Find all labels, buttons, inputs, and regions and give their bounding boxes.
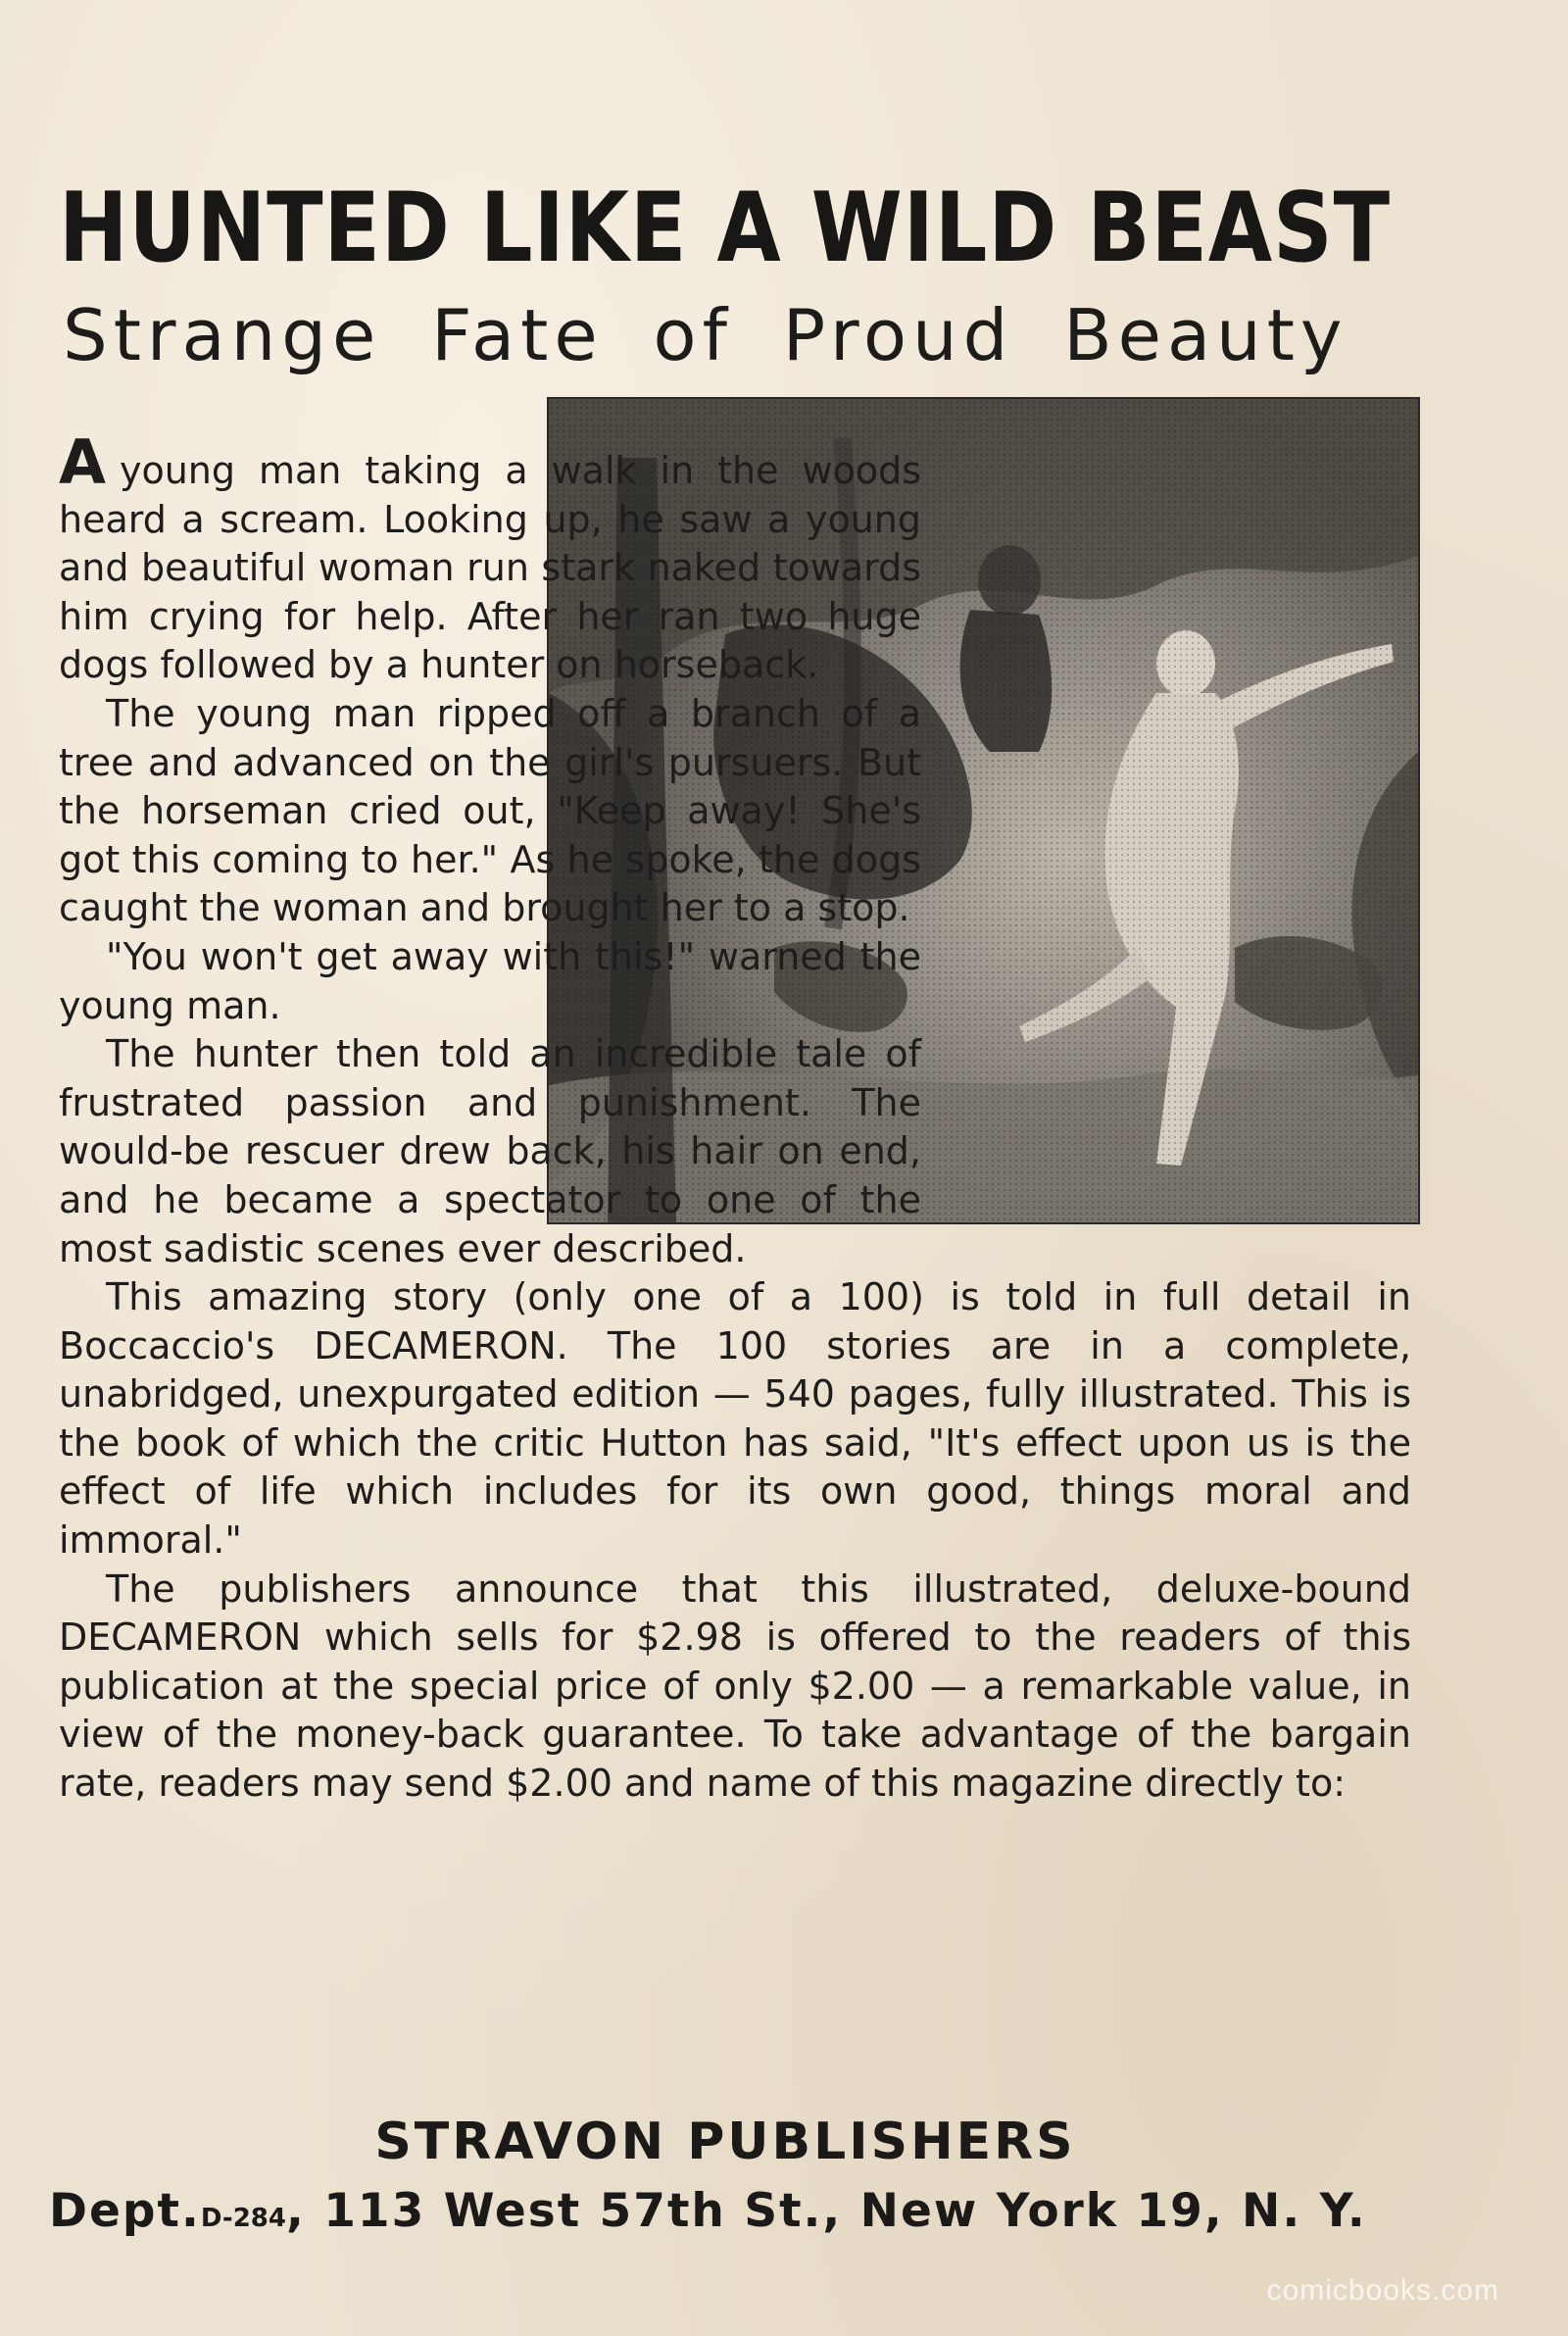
drop-cap: A	[59, 426, 106, 498]
street-address: , 113 West 57th St., New York 19, N. Y.	[286, 2184, 1367, 2238]
article-body	[59, 426, 1411, 2110]
headline: HUNTED LIKE A WILD BEAST	[59, 173, 1391, 284]
paragraph-5: This amazing story (only one of a 100) is told in full detail in Boccaccio's DECAMERON. The 100 stories are in a complete, unabridged, unexpurgated edition — 540 pages, fully illustrated. This is the book of which the critic Hutton has said, "It's effect upon us is the effect of life which includes for its own good, things moral and immoral."	[59, 1275, 1411, 1563]
paragraph-4: The hunter then told an incredible tale of frustrated passion and punishment. The would-be rescuer drew back, his hair on end, and he became a spectator to one of the most sadistic scenes ever described.	[59, 1032, 921, 1270]
publisher-address	[49, 2184, 1441, 2238]
dept-code: D-284	[200, 2204, 286, 2233]
photo-text-wrap	[921, 443, 1411, 1237]
paragraph-2: The young man ripped off a branch of a tree and advanced on the girl's pursuers. But the horseman cried out, "Keep away! She's got this coming to her." As he spoke, the dogs caught the woman and brought her to a stop.	[59, 691, 921, 930]
site-watermark: comicbooks.com	[1266, 2274, 1499, 2307]
publisher-name: STRAVON PUBLISHERS	[374, 2112, 1076, 2171]
paragraph-1-text: young man taking a walk in the woods heard a scream. Looking up, he saw a young and beautiful woman run stark naked towards him crying for help. After her ran two huge dogs followed by a hunter on horseback.	[59, 449, 921, 687]
subheadline: Strange Fate of Proud Beauty	[63, 294, 1348, 376]
paragraph-6: The publishers announce that this illustrated, deluxe-bound DECAMERON which sells for $2.98 is offered to the readers of this publication at the special price of only $2.00 — a remarkable value, in view of the money-back guarantee. To take advantage of the bargain rate, readers may send $2.00 and name of this magazine directly to:	[59, 1566, 1411, 1806]
paragraph-3: "You won't get away with this!" warned the young man.	[59, 934, 921, 1027]
dept-label: Dept.	[49, 2184, 201, 2238]
